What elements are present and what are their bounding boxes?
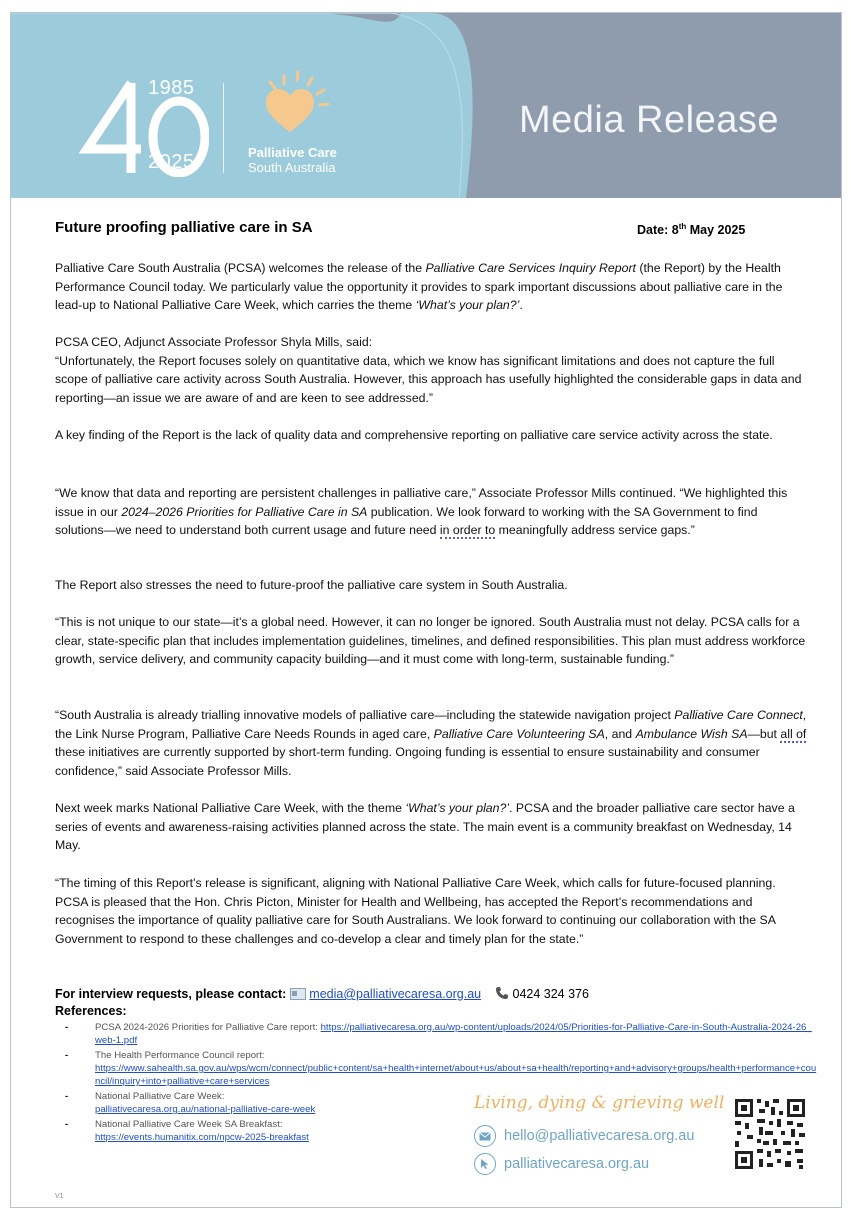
header-banner xyxy=(11,13,842,198)
footer-tagline: Living, dying & grieving well xyxy=(474,1093,725,1113)
footer-email[interactable]: hello@palliativecaresa.org.au xyxy=(504,1128,695,1144)
paragraph-data-challenges: “We know that data and reporting are persistent challenges in palliative care,” Associate Professor Mills continued. “We highlighted this issue in our 2024–2026 Priorities for Palliative Care in SA publication. We look forward to working with the SA Government to find solutions—we need to understand both current usage and future need in order to meaningfully address service gaps.” xyxy=(55,486,788,538)
page xyxy=(10,12,842,1208)
paragraph-timing: “The timing of this Report’s release is significant, aligning with National Palliative Care Week, which calls for future-focused planning. PCSA is pleased that the Hon. Chris Picton, Minister for Health and Wellbeing, has accepted the Report’s recommendations and recognises the importance of quality palliative care for South Australians. We look forward to continuing our collaboration with the SA Government to respond to these challenges and co-develop a clear and timely plan for the state.” xyxy=(55,876,776,946)
reference-item: - National Palliative Care Week: palliativecaresa.org.au/national-palliative-care-week xyxy=(65,1091,316,1115)
reference-link[interactable]: palliativecaresa.org.au/national-palliative-care-week xyxy=(95,1104,316,1115)
date-prefix: Date: 8 xyxy=(637,223,679,238)
footer-website[interactable]: palliativecaresa.org.au xyxy=(504,1156,650,1172)
paragraph-innovative-models: “South Australia is already trialling innovative models of palliative care—including the statewide navigation project Palliative Care Connect, the Link Nurse Program, Palliative Care Needs Rounds in aged care, Palliative Care Volunteering SA, and Ambulance Wish SA—but all of these initiatives are currently supported by short-term funding. Ongoing funding is essential to ensure sustainability and consumer confidence,” said Associate Professor Mills. xyxy=(55,708,807,778)
reference-link[interactable]: https://events.humanitix.com/npcw-2025-breakfast xyxy=(95,1132,309,1143)
heart-sun-icon xyxy=(254,68,334,138)
email-icon xyxy=(290,988,306,1000)
media-email-link[interactable]: media@palliativecaresa.org.au xyxy=(309,987,482,1001)
document-type-title: Media Release xyxy=(519,99,779,141)
paragraph-ceo-quote: PCSA CEO, Adjunct Associate Professor Shyla Mills, said: “Unfortunately, the Report focuses solely on quantitative data, which we know has significant limitations and does not capture the full scope of palliative care activity across South Australia. However, this approach has usefully highlighted the considerable gaps in data and reporting—an issue we are aware of and are keen to see addressed.” xyxy=(55,335,802,405)
reference-item: - PCSA 2024-2026 Priorities for Palliative Care report: https://palliativecaresa.org.au/wp-content/uploads/2024/05/Priorities-for-Palliative-Care-in-South-Australia-2024-26_web-1.pdf xyxy=(65,1022,812,1046)
qr-code[interactable] xyxy=(733,1097,807,1171)
org-subtitle: South Australia xyxy=(248,160,336,175)
references-heading: References: xyxy=(55,1004,127,1018)
contact-phone: 0424 324 376 xyxy=(512,987,589,1001)
reference-item: - The Health Performance Council report: https://www.sahealth.sa.gov.au/wps/wcm/connect/public+content/sa+health+internet/about+us/about+sa+health/reporting+and+advisory+groups/health+performance+council/inquiry+into+palliative+care+services xyxy=(65,1050,817,1087)
release-date xyxy=(637,222,745,237)
cursor-icon xyxy=(474,1153,496,1175)
paragraph-future-proof: The Report also stresses the need to future-proof the palliative care system in South Australia. xyxy=(55,578,568,592)
logo-divider xyxy=(223,83,224,173)
reference-item: - National Palliative Care Week SA Breakfast: https://events.humanitix.com/npcw-2025-breakfast xyxy=(65,1119,309,1143)
mail-icon xyxy=(474,1125,496,1147)
year-start: 1985 xyxy=(148,77,195,99)
interview-contact xyxy=(55,986,589,1001)
org-name: Palliative Care xyxy=(248,145,337,160)
phone-icon xyxy=(495,986,509,1000)
contact-label: For interview requests, please contact: xyxy=(55,987,287,1001)
footer-website-row[interactable] xyxy=(474,1153,649,1175)
version-label: V1 xyxy=(55,1193,64,1200)
date-ordinal: th xyxy=(678,222,687,231)
year-end: 2025 xyxy=(148,151,195,173)
reference-link[interactable]: https://www.sahealth.sa.gov.au/wps/wcm/connect/public+content/sa+health+internet/about+us/about+sa+health/reporting+and+advisory+groups/health+performance+council/inquiry+into+palliative+care+services xyxy=(95,1063,817,1087)
paragraph-intro: Palliative Care South Australia (PCSA) welcomes the release of the Palliative Care Services Inquiry Report (the Report) by the Health Performance Council today. We particularly value the opportunity it provides to spark important discussions about palliative care in the lead-up to National Palliative Care Week, which carries the theme ‘What’s your plan?’. xyxy=(55,261,783,313)
reference-link[interactable]: https://palliativecaresa.org.au/wp-content/uploads/2024/05/Priorities-for-Palliative-Care-in-South-Australia-2024-26_web-1.pdf xyxy=(95,1022,812,1046)
footer-email-row[interactable] xyxy=(474,1125,694,1147)
paragraph-key-finding: A key finding of the Report is the lack of quality data and comprehensive reporting on palliative care service activity across the state. xyxy=(55,428,773,442)
paragraph-global-need: “This is not unique to our state—it’s a global need. However, it can no longer be ignored. South Australia must not delay. PCSA calls for a clear, state-specific plan that includes implementation guidelines, timelines, and defined responsibilities. This plan must address workforce growth, service delivery, and community capacity building—and it must come with long-term, sustainable funding.” xyxy=(55,615,806,667)
date-suffix: May 2025 xyxy=(686,223,746,238)
release-title: Future proofing palliative care in SA xyxy=(55,219,313,236)
paragraph-care-week: Next week marks National Palliative Care Week, with the theme ‘What’s your plan?’. PCSA and the broader palliative care sector have a series of events and awareness-raising activities planned across the state. The main event is a community breakfast on Wednesday, 14 May. xyxy=(55,801,795,853)
references-list xyxy=(65,1021,817,1146)
